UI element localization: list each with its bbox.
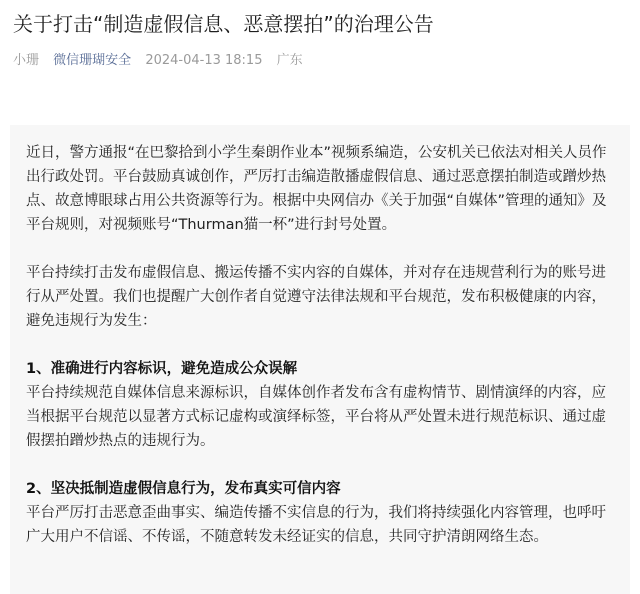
author-name: 小珊 — [13, 53, 40, 68]
publish-location: 广东 — [276, 53, 303, 68]
section-heading-1: 1、准确进行内容标识，避免造成公众误解 — [26, 361, 298, 377]
notice-content — [10, 125, 630, 549]
notice-image — [10, 125, 630, 594]
section-body-1: 平台持续规范自媒体信息来源标识，自媒体创作者发布含有虚构情节、剧情演绎的内容，应当根据平台规范以显著方式标记虚构或演绎标签，平台将从严处置未进行规范标识、通过虚假摆拍蹭炒热点的违规行为。 — [26, 385, 606, 449]
notice-second-paragraph: 平台持续打击发布虚假信息、搬运传播不实内容的自媒体，并对存在违规营利行为的账号进行从严处置。我们也提醒广大创作者自觉遵守法律法规和平台规范，发布积极健康的内容，避免违规行为发生： — [26, 265, 606, 329]
section-body-2: 平台严厉打击恶意歪曲事实、编造传播不实信息的行为，我们将持续强化内容管理，也呼吁广大用户不信谣、不传谣，不随意转发未经证实的信息，共同守护清朗网络生态。 — [26, 505, 606, 545]
publish-datetime: 2024-04-13 18:15 — [145, 53, 263, 68]
notice-intro-paragraph: 近日，警方通报“在巴黎拾到小学生秦朗作业本”视频系编造，公安机关已依法对相关人员作出行政处罚。平台鼓励真诚创作，严厉打击编造散播虚假信息、通过恶意摆拍制造或蹭炒热点、故意博眼球占用公共资源等行为。根据中央网信办《关于加强“自媒体”管理的通知》及平台规则，对视频账号“Thurman猫一杯”进行封号处置。 — [26, 145, 607, 233]
article-meta — [13, 52, 313, 70]
account-name-link[interactable]: 微信珊瑚安全 — [53, 53, 132, 68]
section-heading-2: 2、坚决抵制造虚假信息行为，发布真实可信内容 — [26, 481, 341, 497]
article-title: 关于打击“制造虚假信息、恶意摆拍”的治理公告 — [13, 12, 434, 36]
